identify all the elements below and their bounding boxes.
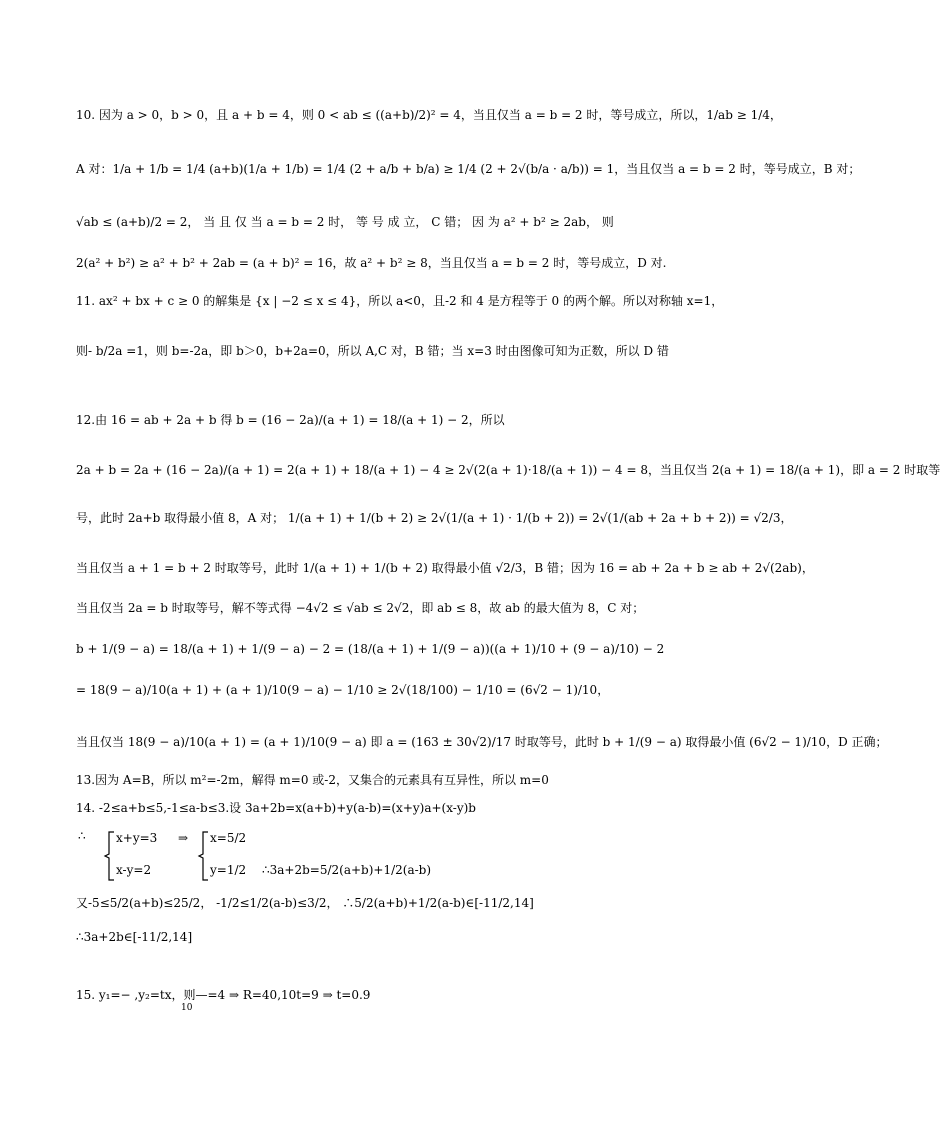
system-result: ∴3a+2b=5/2(a+b)+1/2(a-b)	[262, 863, 432, 877]
problem-11-line-2: 则- b/2a =1，则 b=-2a，即 b＞0，b+2a=0，所以 A,C 对，B 错；当 x=3 时由图像可知为正数，所以 D 错	[76, 344, 669, 358]
problem-15-subscript: 10	[181, 1003, 193, 1013]
problem-12-line-1: 12.由 16 = ab + 2a + b 得 b = (16 − 2a)/(a + 1) = 18/(a + 1) − 2，所以	[76, 413, 505, 427]
problem-12-line-4: 当且仅当 a + 1 = b + 2 时取等号，此时 1/(a + 1) + 1/(b + 2) 取得最小值 √2/3，B 错；因为 16 = ab + 2a + b ≥ ab + 2√(2ab)，	[76, 561, 814, 575]
problem-11-line-1: 11. ax² + bx + c ≥ 0 的解集是 {x | −2 ≤ x ≤ 4}，所以 a<0，且-2 和 4 是方程等于 0 的两个解。所以对称轴 x=1，	[76, 294, 724, 308]
problem-10-line-4: 2(a² + b²) ≥ a² + b² + 2ab = (a + b)² = 16，故 a² + b² ≥ 8，当且仅当 a = b = 2 时，等号成立，D 对.	[76, 256, 667, 270]
problem-10-line-2: A 对：1/a + 1/b = 1/4 (a+b)(1/a + 1/b) = 1/4 (2 + a/b + b/a) ≥ 1/4 (2 + 2√(b/a · a/b)) = 1，当且仅当 a = b = 2 时，等号成立，B 对；	[76, 162, 861, 176]
problem-10-line-3: √ab ≤ (a+b)/2 = 2， 当 且 仅 当 a = b = 2 时， 等 号 成 立， C 错； 因 为 a² + b² ≥ 2ab， 则	[76, 215, 614, 229]
problem-15-line-1: 15. y₁=− ,y₂=tx，则—=4 ⇒ R=40,10t=9 ⇒ t=0.9	[76, 988, 371, 1002]
problem-12-line-3: 号，此时 2a+b 取得最小值 8，A 对； 1/(a + 1) + 1/(b + 2) ≥ 2√(1/(a + 1) · 1/(b + 2)) = 2√(1/(ab + 2a + b + 2)) = √2/3，	[76, 511, 793, 525]
problem-13-line-1: 13.因为 A=B，所以 m²=-2m，解得 m=0 或-2，又集合的元素具有互异性，所以 m=0	[76, 773, 549, 787]
therefore-symbol: ∴	[78, 829, 86, 843]
problem-14-line-3: ∴3a+2b∈[-11/2,14]	[76, 930, 193, 944]
left-brace-icon	[104, 830, 116, 882]
problem-12-line-8: 当且仅当 18(9 − a)/10(a + 1) = (a + 1)/10(9 − a) 即 a = (163 ± 30√2)/17 时取等号，此时 b + 1/(9 − a) 取得最小值 (6√2 − 1)/10，D 正确；	[76, 735, 888, 749]
problem-12-line-7: = 18(9 − a)/10(a + 1) + (a + 1)/10(9 − a) − 1/10 ≥ 2√(18/100) − 1/10 = (6√2 − 1)/10，	[76, 683, 610, 697]
left-brace-icon	[198, 830, 210, 882]
system-sol-1: x=5/2	[210, 831, 247, 845]
problem-14-line-2: 又-5≤5/2(a+b)≤25/2， -1/2≤1/2(a-b)≤3/2， ∴5/2(a+b)+1/2(a-b)∈[-11/2,14]	[76, 896, 534, 910]
problem-10-line-1: 10. 因为 a > 0，b > 0，且 a + b = 4，则 0 < ab ≤ ((a+b)/2)² = 4，当且仅当 a = b = 2 时，等号成立，所以，1/ab ≥ 1/4，	[76, 108, 782, 122]
problem-12-line-6: b + 1/(9 − a) = 18/(a + 1) + 1/(9 − a) − 2 = (18/(a + 1) + 1/(9 − a))((a + 1)/10 + (9 − a)/10) − 2	[76, 642, 665, 656]
system-sol-2: y=1/2	[210, 863, 247, 877]
problem-14-line-1: 14. -2≤a+b≤5,-1≤a-b≤3.设 3a+2b=x(a+b)+y(a-b)=(x+y)a+(x-y)b	[76, 801, 476, 815]
system-eq-2: x-y=2	[116, 863, 152, 877]
problem-12-line-5: 当且仅当 2a = b 时取等号，解不等式得 −4√2 ≤ √ab ≤ 2√2，即 ab ≤ 8，故 ab 的最大值为 8，C 对；	[76, 601, 645, 615]
implies-arrow-icon: ⇒	[178, 831, 189, 845]
system-eq-1: x+y=3	[116, 831, 158, 845]
problem-12-line-2: 2a + b = 2a + (16 − 2a)/(a + 1) = 2(a + 1) + 18/(a + 1) − 4 ≥ 2√(2(a + 1)·18/(a + 1)) − 4 = 8，当且仅当 2(a + 1) = 18/(a + 1)，即 a = 2 时取等	[76, 463, 940, 477]
